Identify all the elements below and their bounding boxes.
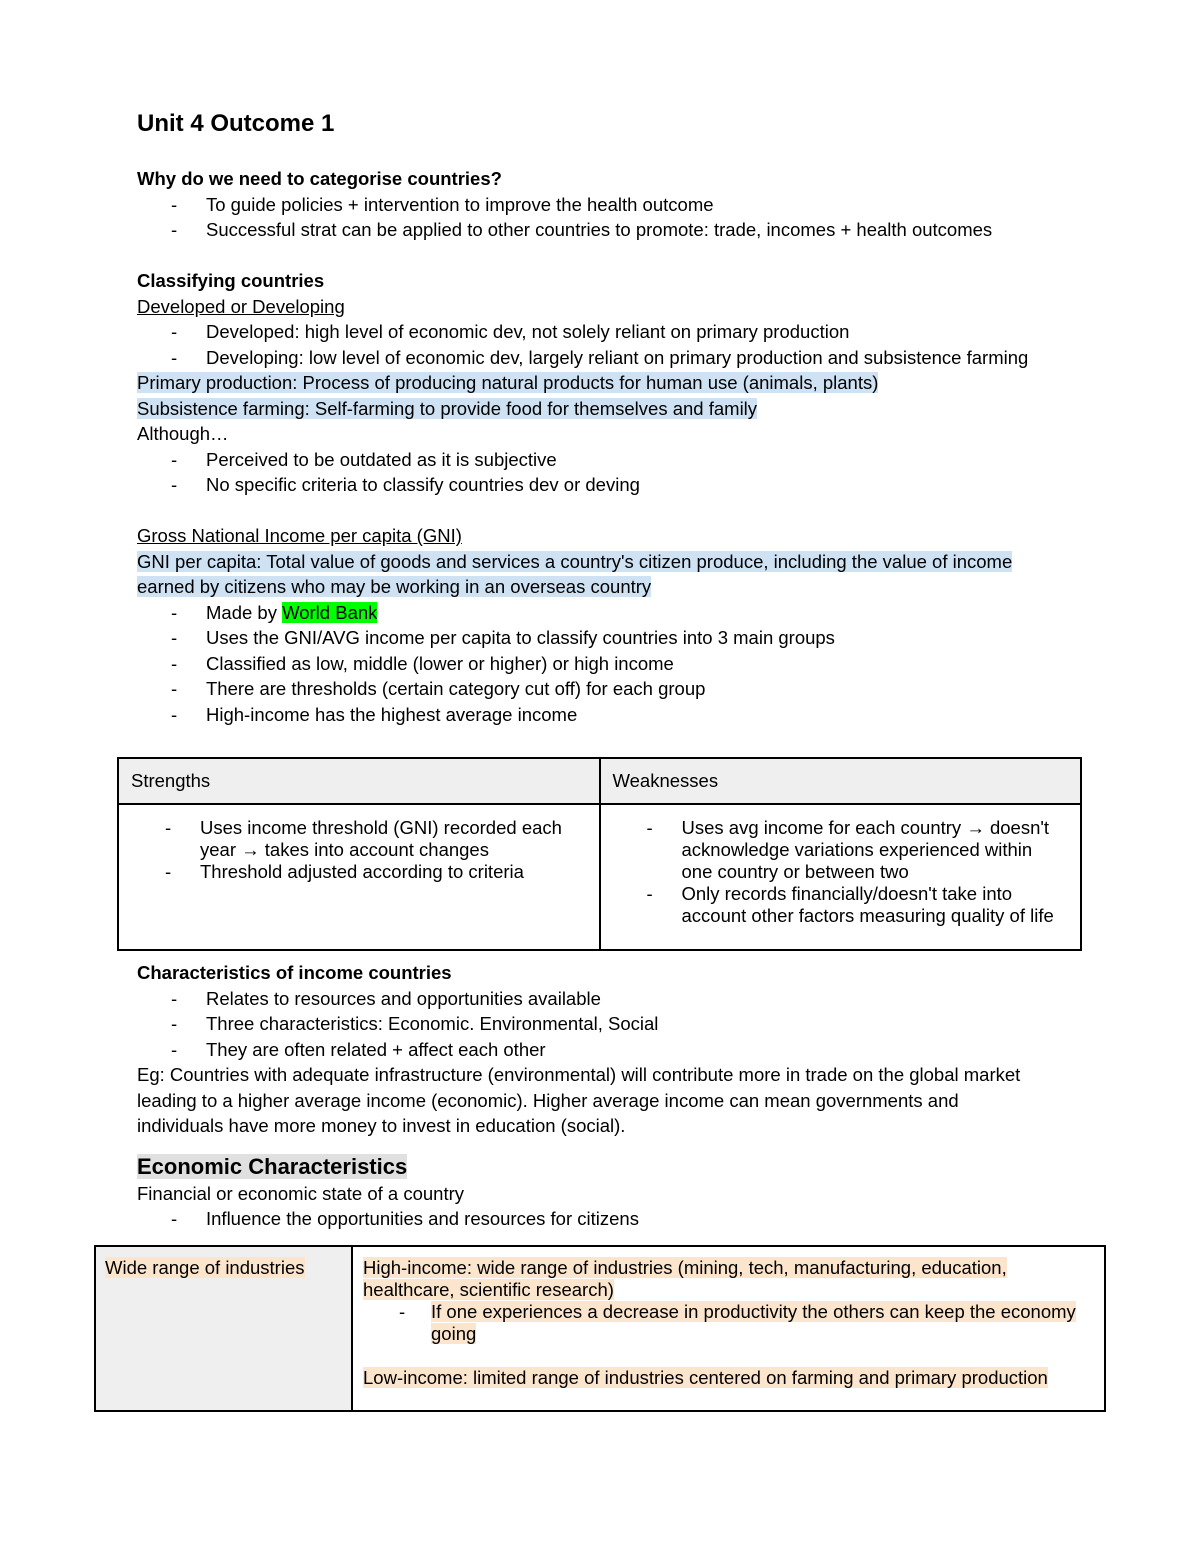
gni-list <box>137 600 1097 728</box>
characteristics-heading: Characteristics of income countries <box>137 962 452 983</box>
although-text: Although… <box>137 423 229 444</box>
strengths-header: Strengths <box>118 758 600 804</box>
weaknesses-header: Weaknesses <box>600 758 1082 804</box>
weaknesses-cell <box>600 804 1082 950</box>
economic-list <box>137 1206 1097 1232</box>
primary-production-definition: Primary production: Process of producing natural products for human use (animals, plants) <box>137 372 879 393</box>
developed-developing-subheading: Developed or Developing <box>137 295 345 317</box>
list-item: - Successful strat can be applied to other countries to promote: trade, incomes + health outcomes <box>137 217 1097 243</box>
strengths-weaknesses-table <box>117 757 1082 951</box>
example-line-1: Eg: Countries with adequate infrastructure (environmental) will contribute more in trade on the global market <box>137 1064 1021 1085</box>
high-income-subpoint: If one experiences a decrease in productivity the others can keep the economy going <box>431 1301 1076 1344</box>
list-item: - High-income has the highest average income <box>137 702 1097 728</box>
list-item: - Relates to resources and opportunities available <box>137 986 1097 1012</box>
gni-subheading: Gross National Income per capita (GNI) <box>137 525 462 546</box>
economic-table-content-cell <box>352 1246 1105 1411</box>
classifying-heading: Classifying countries <box>137 270 325 291</box>
example-line-3: individuals have more money to invest in education (social). <box>137 1115 626 1136</box>
document-content-lower <box>137 960 1097 1232</box>
list-item: - Developed: high level of economic dev, not solely reliant on primary production <box>137 319 1097 345</box>
characteristics-list <box>137 986 1097 1063</box>
list-item: - No specific criteria to classify countries dev or deving <box>137 472 1097 498</box>
list-item: - They are often related + affect each other <box>137 1037 1097 1063</box>
made-by-text: Made by <box>206 601 283 623</box>
why-list <box>137 192 1097 243</box>
list-item: - Three characteristics: Economic. Environmental, Social <box>137 1011 1097 1037</box>
list-item: - Uses the GNI/AVG income per capita to classify countries into 3 main groups <box>137 625 1097 651</box>
wide-range-label: Wide range of industries <box>105 1257 305 1278</box>
strengths-cell <box>118 804 600 950</box>
economic-description: Financial or economic state of a country <box>137 1182 464 1204</box>
list-item: - Influence the opportunities and resources for citizens <box>137 1206 1097 1232</box>
economic-table <box>94 1245 1106 1412</box>
economic-characteristics-heading: Economic Characteristics <box>137 1153 408 1179</box>
list-item: - Threshold adjusted according to criteria <box>119 861 599 883</box>
list-item: - Developing: low level of economic dev, largely reliant on primary production and subsistence farming <box>137 345 1097 371</box>
page-title: Unit 4 Outcome 1 <box>137 110 335 137</box>
world-bank-highlight: World Bank <box>282 601 378 623</box>
list-item: - Only records financially/doesn't take into account other factors measuring quality of life <box>601 883 1081 927</box>
economic-table-label-cell <box>95 1246 352 1411</box>
classifying-list <box>137 319 1097 370</box>
gni-definition-line-2: earned by citizens who may be working in an overseas country <box>137 576 652 597</box>
low-income-text: Low-income: limited range of industries centered on farming and primary production <box>363 1367 1048 1388</box>
subsistence-farming-definition: Subsistence farming: Self-farming to provide food for themselves and family <box>137 397 758 419</box>
list-item <box>137 600 1097 626</box>
although-list <box>137 447 1097 498</box>
list-item: - Perceived to be outdated as it is subjective <box>137 447 1097 473</box>
list-item <box>363 1301 1092 1345</box>
why-heading: Why do we need to categorise countries? <box>137 168 502 189</box>
gni-definition-line-1: GNI per capita: Total value of goods and services a country's citizen produce, including the value of income <box>137 550 1013 572</box>
list-item: - Uses income threshold (GNI) recorded each year → takes into account changes <box>119 817 599 861</box>
list-item: - To guide policies + intervention to improve the health outcome <box>137 192 1097 218</box>
high-income-text: High-income: wide range of industries (mining, tech, manufacturing, education, healthcare, scientific research) <box>363 1257 1007 1300</box>
list-item: - Classified as low, middle (lower or higher) or high income <box>137 651 1097 677</box>
list-item: - Uses avg income for each country → doesn't acknowledge variations experienced within one country or between two <box>601 817 1081 883</box>
example-line-2: leading to a higher average income (economic). Higher average income can mean governments and <box>137 1089 959 1111</box>
list-item: - There are thresholds (certain category cut off) for each group <box>137 676 1097 702</box>
document-content <box>137 108 1097 727</box>
